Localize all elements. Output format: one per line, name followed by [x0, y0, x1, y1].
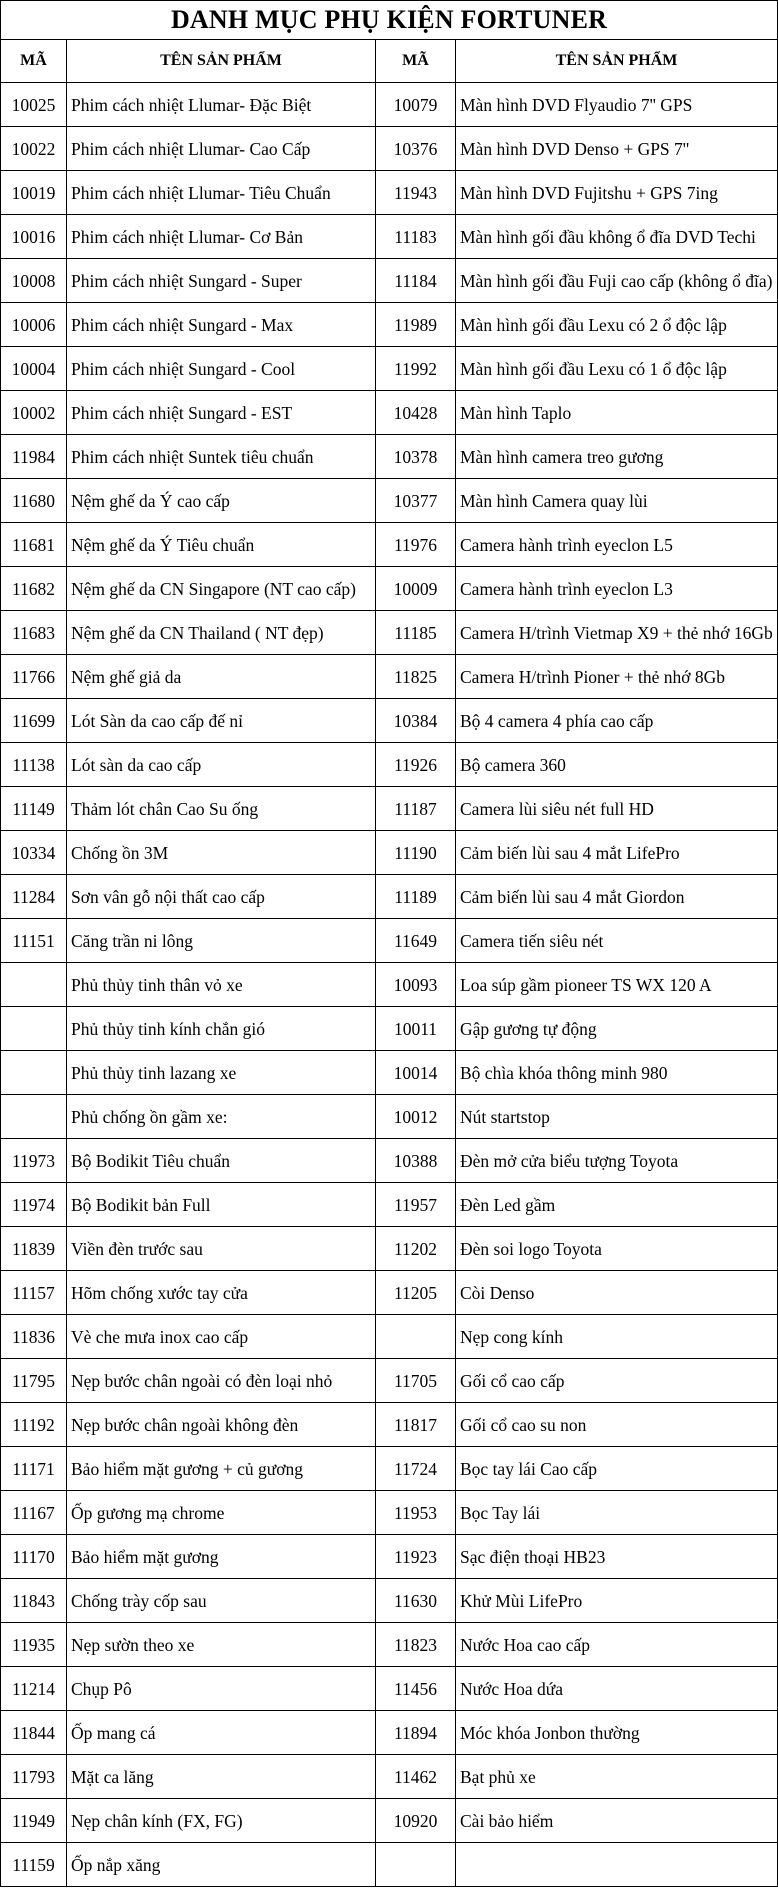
table-row	[1, 611, 778, 655]
right-code-cell: 11190	[376, 831, 456, 875]
right-name-cell: Camera tiến siêu nét	[456, 919, 778, 963]
right-name-cell: Camera H/trình Vietmap X9 + thẻ nhớ 16Gb	[456, 611, 778, 655]
left-code-cell: 11138	[1, 743, 67, 787]
left-code-cell: 11949	[1, 1799, 67, 1843]
left-name-cell: Phủ thủy tinh thân vỏ xe	[67, 963, 376, 1007]
right-code-cell	[376, 1843, 456, 1887]
left-name-cell: Nệm ghế da Ý Tiêu chuẩn	[67, 523, 376, 567]
right-code-cell: 10388	[376, 1139, 456, 1183]
right-name-cell: Màn hình Camera quay lùi	[456, 479, 778, 523]
right-name-cell: Màn hình camera treo gương	[456, 435, 778, 479]
table-row	[1, 171, 778, 215]
right-code-cell: 11957	[376, 1183, 456, 1227]
right-code-cell: 11894	[376, 1711, 456, 1755]
right-code-cell: 10376	[376, 127, 456, 171]
header-row	[1, 40, 778, 83]
right-name-cell: Camera lùi siêu nét full HD	[456, 787, 778, 831]
left-code-cell: 11167	[1, 1491, 67, 1535]
left-code-cell: 11157	[1, 1271, 67, 1315]
left-name-cell: Nệm ghế da CN Thailand ( NT đẹp)	[67, 611, 376, 655]
right-code-cell: 10011	[376, 1007, 456, 1051]
right-name-cell: Nước Hoa dứa	[456, 1667, 778, 1711]
left-name-cell: Thảm lót chân Cao Su ống	[67, 787, 376, 831]
left-name-cell: Viền đèn trước sau	[67, 1227, 376, 1271]
left-code-cell: 11795	[1, 1359, 67, 1403]
left-name-cell: Bảo hiểm mặt gương	[67, 1535, 376, 1579]
left-code-cell	[1, 1095, 67, 1139]
left-code-cell: 11284	[1, 875, 67, 919]
left-name-cell: Nẹp bước chân ngoài không đèn	[67, 1403, 376, 1447]
left-name-cell: Ốp nắp xăng	[67, 1843, 376, 1887]
right-code-cell: 11705	[376, 1359, 456, 1403]
left-name-cell: Phim cách nhiệt Suntek tiêu chuẩn	[67, 435, 376, 479]
table-row	[1, 347, 778, 391]
left-code-cell: 11171	[1, 1447, 67, 1491]
right-name-cell: Bộ camera 360	[456, 743, 778, 787]
left-name-cell: Nệm ghế da CN Singapore (NT cao cấp)	[67, 567, 376, 611]
title-row	[1, 1, 778, 40]
left-name-cell: Lót Sàn da cao cấp đế nỉ	[67, 699, 376, 743]
left-name-cell: Nẹp bước chân ngoài có đèn loại nhỏ	[67, 1359, 376, 1403]
right-name-cell: Màn hình DVD Fujitshu + GPS 7ing	[456, 171, 778, 215]
table-row	[1, 215, 778, 259]
left-code-cell: 10006	[1, 303, 67, 347]
right-code-cell: 10384	[376, 699, 456, 743]
table-row	[1, 699, 778, 743]
left-name-cell: Bộ Bodikit Tiêu chuẩn	[67, 1139, 376, 1183]
left-name-cell: Phủ thủy tinh lazang xe	[67, 1051, 376, 1095]
left-code-cell: 11974	[1, 1183, 67, 1227]
left-name-cell: Phủ chống ồn gầm xe:	[67, 1095, 376, 1139]
table-row	[1, 391, 778, 435]
left-name-cell: Phim cách nhiệt Llumar- Tiêu Chuẩn	[67, 171, 376, 215]
right-code-cell: 11992	[376, 347, 456, 391]
right-code-cell: 11187	[376, 787, 456, 831]
right-code-cell: 10377	[376, 479, 456, 523]
right-code-cell	[376, 1315, 456, 1359]
left-code-cell: 11836	[1, 1315, 67, 1359]
left-name-cell: Chống ồn 3M	[67, 831, 376, 875]
left-name-cell: Ốp gương mạ chrome	[67, 1491, 376, 1535]
table-row	[1, 1799, 778, 1843]
left-code-cell: 11935	[1, 1623, 67, 1667]
left-code-cell: 11151	[1, 919, 67, 963]
left-code-cell: 11844	[1, 1711, 67, 1755]
right-code-cell: 11456	[376, 1667, 456, 1711]
left-name-cell: Phim cách nhiệt Sungard - Super	[67, 259, 376, 303]
right-name-cell: Màn hình gối đầu Lexu có 2 ổ độc lập	[456, 303, 778, 347]
right-name-cell	[456, 1843, 778, 1887]
left-code-cell: 10022	[1, 127, 67, 171]
right-code-cell: 11189	[376, 875, 456, 919]
right-code-cell: 11630	[376, 1579, 456, 1623]
right-name-cell: Camera hành trình eyeclon L3	[456, 567, 778, 611]
left-name-cell: Nệm ghế da Ý cao cấp	[67, 479, 376, 523]
table-row	[1, 655, 778, 699]
header-code-right: MÃ	[376, 40, 456, 83]
left-code-cell: 11214	[1, 1667, 67, 1711]
right-code-cell: 11462	[376, 1755, 456, 1799]
right-name-cell: Cảm biến lùi sau 4 mắt LifePro	[456, 831, 778, 875]
left-code-cell: 11984	[1, 435, 67, 479]
right-code-cell: 11183	[376, 215, 456, 259]
header-name-left: TÊN SẢN PHẨM	[67, 40, 376, 83]
left-code-cell	[1, 963, 67, 1007]
left-code-cell	[1, 1007, 67, 1051]
table-body	[1, 83, 778, 1887]
right-name-cell: Gối cổ cao su non	[456, 1403, 778, 1447]
left-name-cell: Phim cách nhiệt Sungard - Cool	[67, 347, 376, 391]
right-name-cell: Gối cổ cao cấp	[456, 1359, 778, 1403]
right-name-cell: Cảm biến lùi sau 4 mắt Giordon	[456, 875, 778, 919]
table-row	[1, 1491, 778, 1535]
right-code-cell: 10378	[376, 435, 456, 479]
right-code-cell: 10920	[376, 1799, 456, 1843]
right-code-cell: 10014	[376, 1051, 456, 1095]
right-name-cell: Sạc điện thoại HB23	[456, 1535, 778, 1579]
right-code-cell: 10009	[376, 567, 456, 611]
right-name-cell: Nẹp cong kính	[456, 1315, 778, 1359]
table-row	[1, 259, 778, 303]
left-name-cell: Vè che mưa inox cao cấp	[67, 1315, 376, 1359]
left-code-cell: 11192	[1, 1403, 67, 1447]
right-name-cell: Màn hình DVD Denso + GPS 7''	[456, 127, 778, 171]
right-name-cell: Móc khóa Jonbon thường	[456, 1711, 778, 1755]
right-name-cell: Nước Hoa cao cấp	[456, 1623, 778, 1667]
left-code-cell: 11681	[1, 523, 67, 567]
left-code-cell: 10008	[1, 259, 67, 303]
table-row	[1, 1447, 778, 1491]
right-name-cell: Khử Mùi LifePro	[456, 1579, 778, 1623]
right-name-cell: Camera hành trình eyeclon L5	[456, 523, 778, 567]
table-row	[1, 1667, 778, 1711]
right-name-cell: Đèn soi logo Toyota	[456, 1227, 778, 1271]
right-name-cell: Còi Denso	[456, 1271, 778, 1315]
table-row	[1, 523, 778, 567]
header-code-left: MÃ	[1, 40, 67, 83]
left-name-cell: Phim cách nhiệt Sungard - EST	[67, 391, 376, 435]
page-title: DANH MỤC PHỤ KIỆN FORTUNER	[1, 1, 778, 40]
right-name-cell: Bọc tay lái Cao cấp	[456, 1447, 778, 1491]
table-row	[1, 1227, 778, 1271]
table-row	[1, 1579, 778, 1623]
left-name-cell: Phim cách nhiệt Llumar- Cao Cấp	[67, 127, 376, 171]
right-code-cell: 11817	[376, 1403, 456, 1447]
table-row	[1, 743, 778, 787]
right-name-cell: Màn hình gối đầu Fuji cao cấp (không ổ đĩa)	[456, 259, 778, 303]
left-name-cell: Bộ Bodikit bản Full	[67, 1183, 376, 1227]
right-code-cell: 11205	[376, 1271, 456, 1315]
left-code-cell: 11159	[1, 1843, 67, 1887]
right-name-cell: Bạt phủ xe	[456, 1755, 778, 1799]
left-code-cell: 11149	[1, 787, 67, 831]
table-row	[1, 1095, 778, 1139]
left-code-cell: 10019	[1, 171, 67, 215]
left-code-cell	[1, 1051, 67, 1095]
left-code-cell: 11839	[1, 1227, 67, 1271]
right-name-cell: Camera H/trình Pioner + thẻ nhớ 8Gb	[456, 655, 778, 699]
left-name-cell: Căng trần ni lông	[67, 919, 376, 963]
left-name-cell: Chụp Pô	[67, 1667, 376, 1711]
table-row	[1, 1139, 778, 1183]
table-row	[1, 787, 778, 831]
table-row	[1, 435, 778, 479]
right-code-cell: 11926	[376, 743, 456, 787]
right-name-cell: Bộ 4 camera 4 phía cao cấp	[456, 699, 778, 743]
right-code-cell: 10428	[376, 391, 456, 435]
left-code-cell: 10004	[1, 347, 67, 391]
left-name-cell: Phủ thủy tinh kính chắn gió	[67, 1007, 376, 1051]
left-name-cell: Phim cách nhiệt Sungard - Max	[67, 303, 376, 347]
left-name-cell: Mặt ca lăng	[67, 1755, 376, 1799]
right-code-cell: 11185	[376, 611, 456, 655]
left-name-cell: Bảo hiểm mặt gương + củ gương	[67, 1447, 376, 1491]
right-code-cell: 11825	[376, 655, 456, 699]
table-row	[1, 875, 778, 919]
right-code-cell: 10079	[376, 83, 456, 127]
left-code-cell: 10016	[1, 215, 67, 259]
left-name-cell: Ốp mang cá	[67, 1711, 376, 1755]
left-name-cell: Chống trày cốp sau	[67, 1579, 376, 1623]
right-code-cell: 11202	[376, 1227, 456, 1271]
left-code-cell: 10025	[1, 83, 67, 127]
table-row	[1, 1755, 778, 1799]
table-row	[1, 127, 778, 171]
table-row	[1, 1711, 778, 1755]
right-name-cell: Màn hình gối đầu không ổ đĩa DVD Techi	[456, 215, 778, 259]
left-name-cell: Sơn vân gỗ nội thất cao cấp	[67, 875, 376, 919]
right-name-cell: Nút startstop	[456, 1095, 778, 1139]
header-name-right: TÊN SẢN PHẨM	[456, 40, 778, 83]
left-code-cell: 11793	[1, 1755, 67, 1799]
right-code-cell: 11923	[376, 1535, 456, 1579]
left-code-cell: 10002	[1, 391, 67, 435]
right-name-cell: Màn hình Taplo	[456, 391, 778, 435]
table-row	[1, 567, 778, 611]
right-code-cell: 11184	[376, 259, 456, 303]
left-name-cell: Lót sàn da cao cấp	[67, 743, 376, 787]
right-code-cell: 10093	[376, 963, 456, 1007]
left-name-cell: Phim cách nhiệt Llumar- Cơ Bản	[67, 215, 376, 259]
table-row	[1, 83, 778, 127]
right-name-cell: Đèn mở cửa biểu tượng Toyota	[456, 1139, 778, 1183]
table-row	[1, 1843, 778, 1887]
right-code-cell: 10012	[376, 1095, 456, 1139]
right-name-cell: Gập gương tự động	[456, 1007, 778, 1051]
left-name-cell: Nệm ghế giả da	[67, 655, 376, 699]
table-row	[1, 303, 778, 347]
left-code-cell: 11683	[1, 611, 67, 655]
table-row	[1, 1535, 778, 1579]
right-name-cell: Bọc Tay lái	[456, 1491, 778, 1535]
right-name-cell: Bộ chìa khóa thông minh 980	[456, 1051, 778, 1095]
right-code-cell: 11943	[376, 171, 456, 215]
right-name-cell: Cài bảo hiểm	[456, 1799, 778, 1843]
left-code-cell: 10334	[1, 831, 67, 875]
left-code-cell: 11766	[1, 655, 67, 699]
right-code-cell: 11976	[376, 523, 456, 567]
table-row	[1, 831, 778, 875]
right-name-cell: Đèn Led gầm	[456, 1183, 778, 1227]
left-name-cell: Nẹp sườn theo xe	[67, 1623, 376, 1667]
left-code-cell: 11973	[1, 1139, 67, 1183]
left-name-cell: Nẹp chân kính (FX, FG)	[67, 1799, 376, 1843]
right-code-cell: 11823	[376, 1623, 456, 1667]
table-row	[1, 1271, 778, 1315]
left-code-cell: 11843	[1, 1579, 67, 1623]
table-row	[1, 919, 778, 963]
right-code-cell: 11649	[376, 919, 456, 963]
right-code-cell: 11953	[376, 1491, 456, 1535]
table-row	[1, 1403, 778, 1447]
right-code-cell: 11724	[376, 1447, 456, 1491]
left-code-cell: 11170	[1, 1535, 67, 1579]
table-row	[1, 1007, 778, 1051]
right-name-cell: Màn hình DVD Flyaudio 7'' GPS	[456, 83, 778, 127]
right-name-cell: Màn hình gối đầu Lexu có 1 ổ độc lập	[456, 347, 778, 391]
left-code-cell: 11699	[1, 699, 67, 743]
right-code-cell: 11989	[376, 303, 456, 347]
table-row	[1, 1623, 778, 1667]
right-name-cell: Loa súp gầm pioneer TS WX 120 A	[456, 963, 778, 1007]
table-row	[1, 1183, 778, 1227]
left-code-cell: 11680	[1, 479, 67, 523]
table-row	[1, 963, 778, 1007]
table-row	[1, 1315, 778, 1359]
left-code-cell: 11682	[1, 567, 67, 611]
table-row	[1, 479, 778, 523]
left-name-cell: Hõm chống xước tay cửa	[67, 1271, 376, 1315]
table-row	[1, 1359, 778, 1403]
left-name-cell: Phim cách nhiệt Llumar- Đặc Biệt	[67, 83, 376, 127]
table-row	[1, 1051, 778, 1095]
